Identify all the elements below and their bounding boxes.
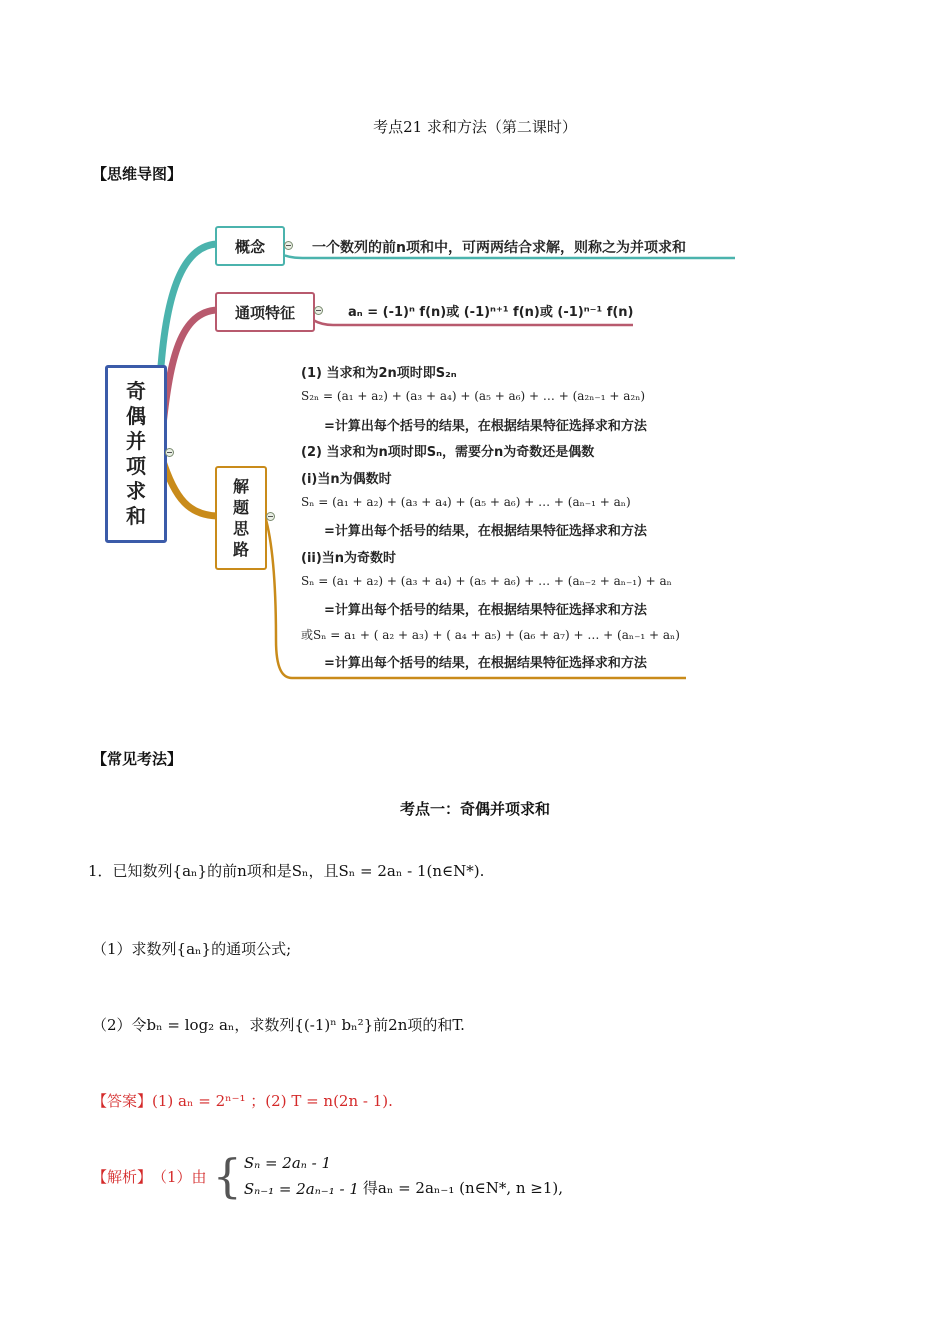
root-char: 奇 (126, 379, 146, 403)
equation-system (244, 1150, 359, 1202)
system-bottom: Sₙ₋₁ = 2aₙ₋₁ - 1 (243, 1180, 359, 1198)
common-heading: 【常见考法】 (92, 750, 183, 768)
answer-text: (1) aₙ = 2ⁿ⁻¹ ；(2) T = n(2n - 1). (152, 1092, 393, 1110)
collapse-icon[interactable] (314, 306, 323, 315)
solution-line: (ii)当n为奇数时 (301, 551, 397, 566)
problem-stem: 1．已知数列{aₙ}的前n项和是Sₙ，且Sₙ = 2aₙ - 1(n∈N*). (88, 862, 485, 880)
root-char: 偶 (126, 404, 146, 428)
solution-line: =计算出每个括号的结果，在根据结果特征选择求和方法 (324, 656, 647, 671)
collapse-icon[interactable] (266, 512, 275, 521)
solution-char: 题 (232, 498, 249, 517)
problem-q2: （2）令bₙ = log₂ aₙ，求数列{(-1)ⁿ bₙ²}前2n项的和T. (92, 1016, 465, 1034)
solution-line: 或Sₙ = a₁ + ( a₂ + a₃) + ( a₄ + a₅) + (a₆ + a₇) + … + (aₙ₋₁ + aₙ) (301, 628, 680, 642)
collapse-icon[interactable] (284, 241, 293, 250)
point-heading: 考点一：奇偶并项求和 (399, 800, 550, 818)
concept-node: 概念 (215, 226, 285, 266)
solution-line: Sₙ = (a₁ + a₂) + (a₃ + a₄) + (a₅ + a₆) + … + (aₙ₋₂ + aₙ₋₁) + aₙ (301, 574, 672, 588)
solution-line: (1) 当求和为2n项时即S₂ₙ (301, 366, 457, 381)
page-title: 考点21 求和方法（第二课时） (373, 118, 577, 136)
collapse-icon[interactable] (165, 448, 174, 457)
solution-line: =计算出每个括号的结果，在根据结果特征选择求和方法 (324, 603, 647, 618)
concept-text: 一个数列的前n项和中，可两两结合求解，则称之为并项求和 (312, 240, 686, 256)
solution-line: =计算出每个括号的结果，在根据结果特征选择求和方法 (324, 524, 647, 539)
solution-char: 思 (232, 519, 249, 538)
root-char: 并 (126, 429, 146, 453)
general-term-formula: aₙ = (-1)ⁿ f(n)或 (-1)ⁿ⁺¹ f(n)或 (-1)ⁿ⁻¹ f(n) (348, 305, 634, 320)
answer (92, 1090, 393, 1111)
system-top: Sₙ = 2aₙ - 1 (243, 1154, 332, 1172)
solution-char: 路 (232, 540, 249, 559)
mindmap-root (105, 365, 167, 543)
general-term-node: 通项特征 (215, 292, 315, 332)
solution-char: 解 (232, 477, 249, 496)
answer-label: 【答案】 (92, 1092, 153, 1110)
solution-node (215, 466, 267, 570)
solution-line: =计算出每个括号的结果，在根据结果特征选择求和方法 (324, 419, 647, 434)
brace-icon: { (212, 1149, 242, 1203)
solution-line: S₂ₙ = (a₁ + a₂) + (a₃ + a₄) + (a₅ + a₆) + … + (a₂ₙ₋₁ + a₂ₙ) (301, 389, 646, 403)
solution-line: Sₙ = (a₁ + a₂) + (a₃ + a₄) + (a₅ + a₆) + … + (aₙ₋₁ + aₙ) (301, 495, 631, 509)
root-char: 求 (126, 479, 146, 503)
analysis-conclusion: 得aₙ = 2aₙ₋₁ (n∈N*, n ≥1), (362, 1178, 564, 1197)
problem-q1: （1）求数列{aₙ}的通项公式; (92, 940, 292, 958)
root-char: 项 (126, 454, 146, 478)
solution-line: (2) 当求和为n项时即Sₙ，需要分n为奇数还是偶数 (301, 445, 595, 460)
mindmap-heading: 【思维导图】 (92, 165, 183, 183)
analysis (92, 1150, 563, 1202)
solution-line: (i)当n为偶数时 (301, 472, 392, 487)
root-char: 和 (126, 504, 146, 528)
analysis-label: 【解析】 (92, 1167, 153, 1186)
analysis-prefix: （1）由 (152, 1167, 207, 1186)
